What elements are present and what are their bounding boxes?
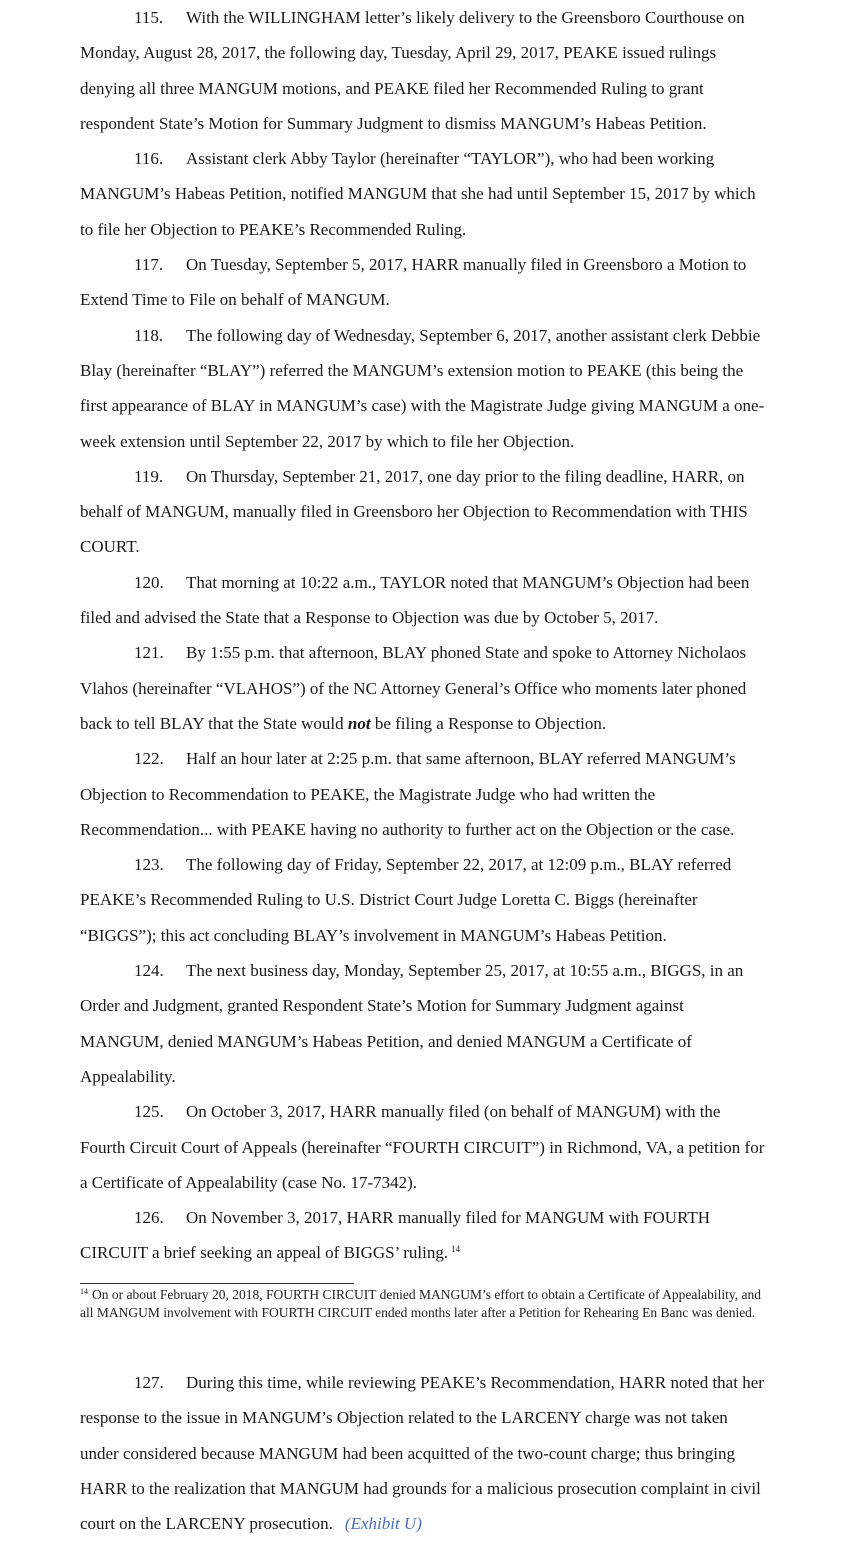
paragraph-123 — [80, 847, 770, 953]
paragraph-text: Half an hour later at 2:25 p.m. that same afternoon, BLAY referred MANGUM’s Objection to Recommendation to PEAKE, the Magistrate Judge who had written the Recommendation... with PEAKE having no authority to further act on the Objection or the case. — [80, 749, 736, 839]
paragraph-number: 115. — [134, 8, 164, 27]
footnote-14 — [80, 1286, 770, 1322]
footnote-text: On or about February 20, 2018, FOURTH CIRCUIT denied MANGUM’s effort to obtain a Certificate of Appealability, and all MANGUM involvement with FOURTH CIRCUIT ended months later after a Petition for Rehearing En Banc was denied. — [80, 1287, 761, 1320]
paragraph-number: 125. — [134, 1102, 164, 1122]
paragraph-number: 121. — [134, 643, 164, 663]
paragraph-121 — [80, 635, 770, 741]
paragraph-122 — [80, 741, 770, 847]
paragraph-text-after: be filing a Response to Objection. — [370, 713, 607, 733]
paragraph-number: 116. — [134, 149, 164, 169]
paragraph-number: 124. — [134, 961, 164, 981]
paragraph-119 — [80, 459, 770, 565]
paragraph-text: On Thursday, September 21, 2017, one day prior to the filing deadline, HARR, on behalf of MANGUM, manually filed in Greensboro her Objection to Recommendation with THIS COURT. — [80, 466, 748, 557]
paragraph — [80, 0, 770, 141]
paragraph-124 — [80, 953, 770, 1094]
paragraph-number: 117. — [134, 255, 164, 275]
paragraph-number: 119. — [134, 466, 164, 486]
paragraph-text: By 1:55 p.m. that afternoon, BLAY phoned State and spoke to Attorney Nicholaos Vlahos (hereinafter “VLAHOS”) of the NC Attorney General’s Office who moments later phoned back to tell BLAY that the State would — [80, 643, 747, 733]
paragraph-120 — [80, 565, 770, 636]
paragraph-number: 118. — [134, 325, 164, 345]
document-page-continued — [80, 1365, 770, 1541]
paragraph-text: That morning at 10:22 a.m., TAYLOR noted that MANGUM’s Objection had been filed and advised the State that a Response to Objection was due by October 5, 2017. — [80, 572, 750, 628]
paragraph-number: 126. — [134, 1208, 164, 1228]
paragraph-text: On November 3, 2017, HARR manually filed for MANGUM with FOURTH CIRCUIT a brief seeking an appeal of BIGGS’ ruling. — [80, 1208, 711, 1263]
document-page — [80, 0, 770, 1271]
paragraph-number: 122. — [134, 749, 164, 769]
paragraph-125 — [80, 1094, 770, 1200]
paragraph-number: 123. — [134, 855, 164, 875]
paragraph-text: On Tuesday, September 5, 2017, HARR manually filed in Greensboro a Motion to Extend Time to File on behalf of MANGUM. — [80, 255, 747, 310]
paragraph-126 — [80, 1200, 770, 1271]
paragraph-text: Assistant clerk Abby Taylor (hereinafter “TAYLOR”), who had been working MANGUM’s Habeas Petition, notified MANGUM that she had until September 15, 2017 by which to file her Objection to PEAKE’s Recommended Ruling. — [80, 149, 756, 239]
footnote-number: 14 — [80, 1286, 88, 1296]
emphasis-not: not — [347, 713, 371, 733]
paragraph-text: The following day of Wednesday, September 6, 2017, another assistant clerk Debbie Blay (hereinafter “BLAY”) referred the MANGUM’s extension motion to PEAKE (this being the first appearance of BLAY in MANGUM’s case) with the Magistrate Judge giving MANGUM a one-week extension until September 22, 2017 by which to file her Objection. — [80, 325, 765, 451]
paragraph-number: 127. — [134, 1373, 164, 1392]
exhibit-u-link[interactable]: (Exhibit U) — [344, 1514, 422, 1534]
paragraph-text: The following day of Friday, September 22, 2017, at 12:09 p.m., BLAY referred PEAKE’s Recommended Ruling to U.S. District Court Judge Loretta C. Biggs (hereinafter “BIGGS”); this act concluding BLAY’s involvement in MANGUM’s Habeas Petition. — [80, 855, 732, 945]
paragraph-117 — [80, 247, 770, 318]
paragraph-text: With the WILLINGHAM letter’s likely delivery to the Greensboro Courthouse on Monday, August 28, 2017, the following day, Tuesday, April 29, 2017, PEAKE issued rulings denying all three MANGUM motions, and PEAKE filed her Recommended Ruling to grant respondent State’s Motion for Summary Judgment to dismiss MANGUM’s Habeas Petition. — [80, 8, 745, 133]
paragraph-text: During this time, while reviewing PEAKE’s Recommendation, HARR noted that her response to the issue in MANGUM’s Objection related to the LARCENY charge was not taken under considered because MANGUM had been acquitted of the two-count charge; thus bringing HARR to the realization that MANGUM had grounds for a malicious prosecution complaint in civil court on the LARCENY prosecution. — [80, 1373, 764, 1534]
paragraph-text: On October 3, 2017, HARR manually filed (on behalf of MANGUM) with the Fourth Circuit Court of Appeals (hereinafter “FOURTH CIRCUIT”) in Richmond, VA, a petition for a Certificate of Appealability (case No. 17-7342). — [80, 1102, 765, 1192]
paragraph-116 — [80, 141, 770, 247]
paragraph-number: 120. — [134, 572, 164, 592]
footnote-reference[interactable]: 14 — [451, 1243, 461, 1254]
footnote-separator — [80, 1283, 354, 1284]
paragraph-115 — [80, 0, 770, 1271]
paragraph-text: The next business day, Monday, September 25, 2017, at 10:55 a.m., BIGGS, in an Order and Judgment, granted Respondent State’s Motion for Summary Judgment against MANGUM, denied MANGUM’s Habeas Petition, and denied MANGUM a Certificate of Appealability. — [80, 961, 744, 1086]
paragraph-118 — [80, 318, 770, 459]
paragraph-127 — [80, 1365, 770, 1541]
